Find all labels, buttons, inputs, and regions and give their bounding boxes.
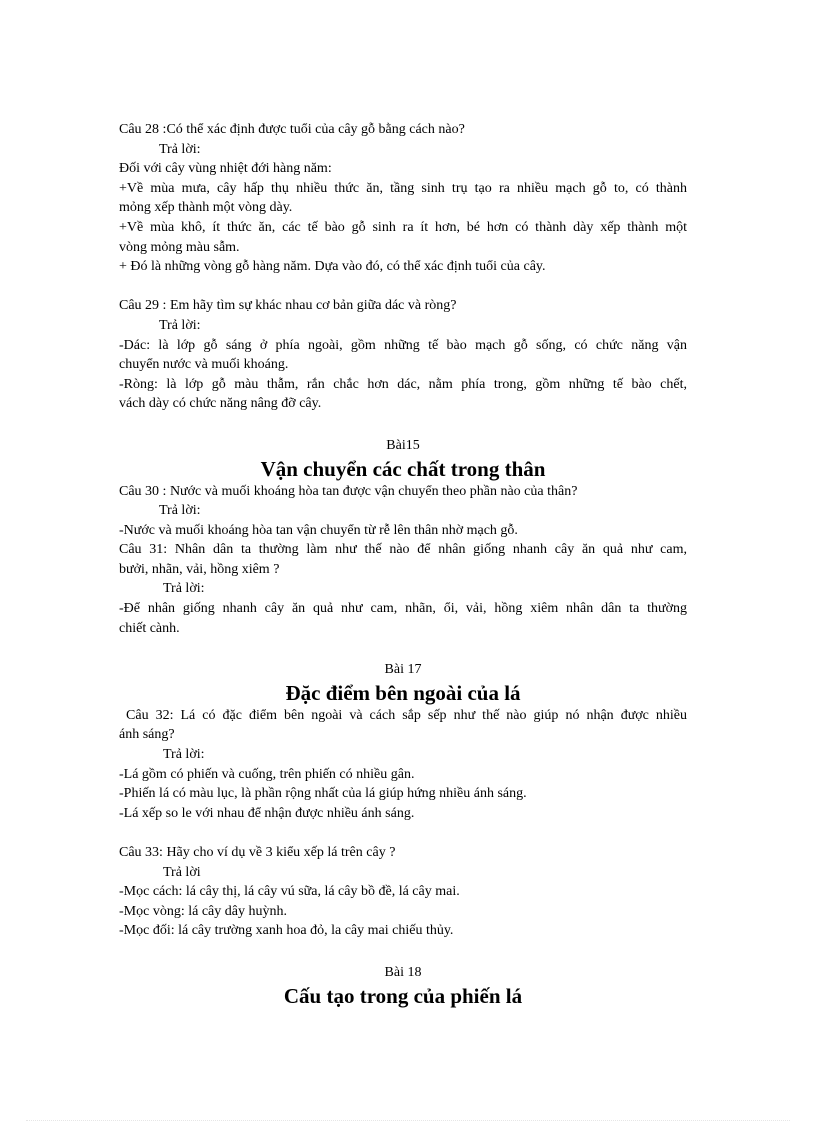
question-31: Câu 31: Nhân dân ta thường làm như thế nào để nhân giống nhanh cây ăn quả như cam, xyxy=(119,542,687,558)
answer-line: + Đó là những vòng gỗ hàng năm. Dựa vào đó, có thể xác định tuổi của cây. xyxy=(119,259,546,275)
lesson-15-title: Vận chuyển các chất trong thân xyxy=(260,456,546,481)
answer-line: -Lá xếp so le với nhau để nhận được nhiều ánh sáng. xyxy=(119,805,415,821)
document-page xyxy=(119,120,687,1009)
lesson-18-label: Bài 18 xyxy=(384,964,422,980)
answer-line: chiết cành. xyxy=(119,620,180,636)
answer-line: -Lá gồm có phiến và cuống, trên phiến có nhiều gân. xyxy=(119,766,415,782)
answer-line: -Ròng: là lớp gỗ màu thẫm, rắn chắc hơn dác, nằm phía trong, gồm những tế bào chết, xyxy=(119,376,687,392)
answer-label: Trả lời xyxy=(163,864,201,880)
answer-line: -Để nhân giống nhanh cây ăn quả như cam, nhãn, ổi, vải, hồng xiêm nhân dân ta thường xyxy=(119,601,687,617)
answer-line: +Về mùa mưa, cây hấp thụ nhiều thức ăn, tầng sinh trụ tạo ra nhiều mạch gỗ to, có thành xyxy=(119,180,687,196)
answer-line: -Dác: là lớp gỗ sáng ở phía ngoài, gồm những tế bào mạch gỗ sống, có chức năng vận xyxy=(119,337,687,353)
question-32: Câu 32: Lá có đặc điểm bên ngoài và cách sắp sếp như thế nào giúp nó nhận được nhiều xyxy=(119,707,688,723)
spacer xyxy=(119,941,687,961)
answer-line: -Mọc đối: lá cây trường xanh hoa đỏ, la cây mai chiếu thủy. xyxy=(119,923,454,939)
answer-label: Trả lời: xyxy=(163,747,205,763)
answer-label: Trả lời: xyxy=(159,317,201,333)
answer-line: vách dày có chức năng nâng đỡ cây. xyxy=(119,396,322,412)
answer-line: +Về mùa khô, ít thức ăn, các tế bào gỗ sinh ra ít hơn, bé hơn có thành dày xếp thành một xyxy=(119,219,687,235)
spacer xyxy=(119,638,687,658)
answer-line: vòng mỏng màu sẫm. xyxy=(119,239,240,255)
answer-label: Trả lời: xyxy=(159,503,201,519)
answer-line: -Mọc vòng: lá cây dây huỳnh. xyxy=(119,903,287,919)
lesson-18-title: Cấu tạo trong của phiến lá xyxy=(283,983,523,1008)
answer-line: -Phiến lá có màu lục, là phần rộng nhất của lá giúp hứng nhiều ánh sáng. xyxy=(119,786,527,802)
answer-line: Đối với cây vùng nhiệt đới hàng năm: xyxy=(119,161,332,177)
question-28: Câu 28 :Có thể xác định được tuổi của cây gỗ bằng cách nào? xyxy=(119,122,465,137)
question-33: Câu 33: Hãy cho ví dụ về 3 kiểu xếp lá trên cây ? xyxy=(119,845,396,860)
question-32-cont: ánh sáng? xyxy=(119,727,175,743)
spacer xyxy=(119,277,687,297)
answer-line: -Nước và muối khoáng hòa tan vận chuyển từ rễ lên thân nhờ mạch gỗ. xyxy=(119,522,518,538)
page-bottom-border xyxy=(26,1120,790,1121)
spacer xyxy=(119,414,687,434)
question-29: Câu 29 : Em hãy tìm sự khác nhau cơ bản giữa dác và ròng? xyxy=(119,298,457,314)
question-30: Câu 30 : Nước và muối khoáng hòa tan được vận chuyển theo phần nào của thân? xyxy=(119,483,578,499)
question-31-cont: bưởi, nhãn, vải, hồng xiêm ? xyxy=(119,561,280,577)
answer-line: -Mọc cách: lá cây thị, lá cây vú sữa, lá cây bồ đề, lá cây mai. xyxy=(119,884,460,900)
answer-line: chuyển nước và muối khoáng. xyxy=(119,357,289,373)
answer-line: mỏng xếp thành một vòng dày. xyxy=(119,200,293,216)
answer-label: Trả lời: xyxy=(159,141,201,157)
lesson-15-label: Bài15 xyxy=(386,437,420,453)
lesson-17-title: Đặc điểm bên ngoài của lá xyxy=(285,680,521,705)
answer-label: Trả lời: xyxy=(163,581,205,597)
spacer xyxy=(119,823,687,843)
lesson-17-label: Bài 17 xyxy=(384,662,422,678)
